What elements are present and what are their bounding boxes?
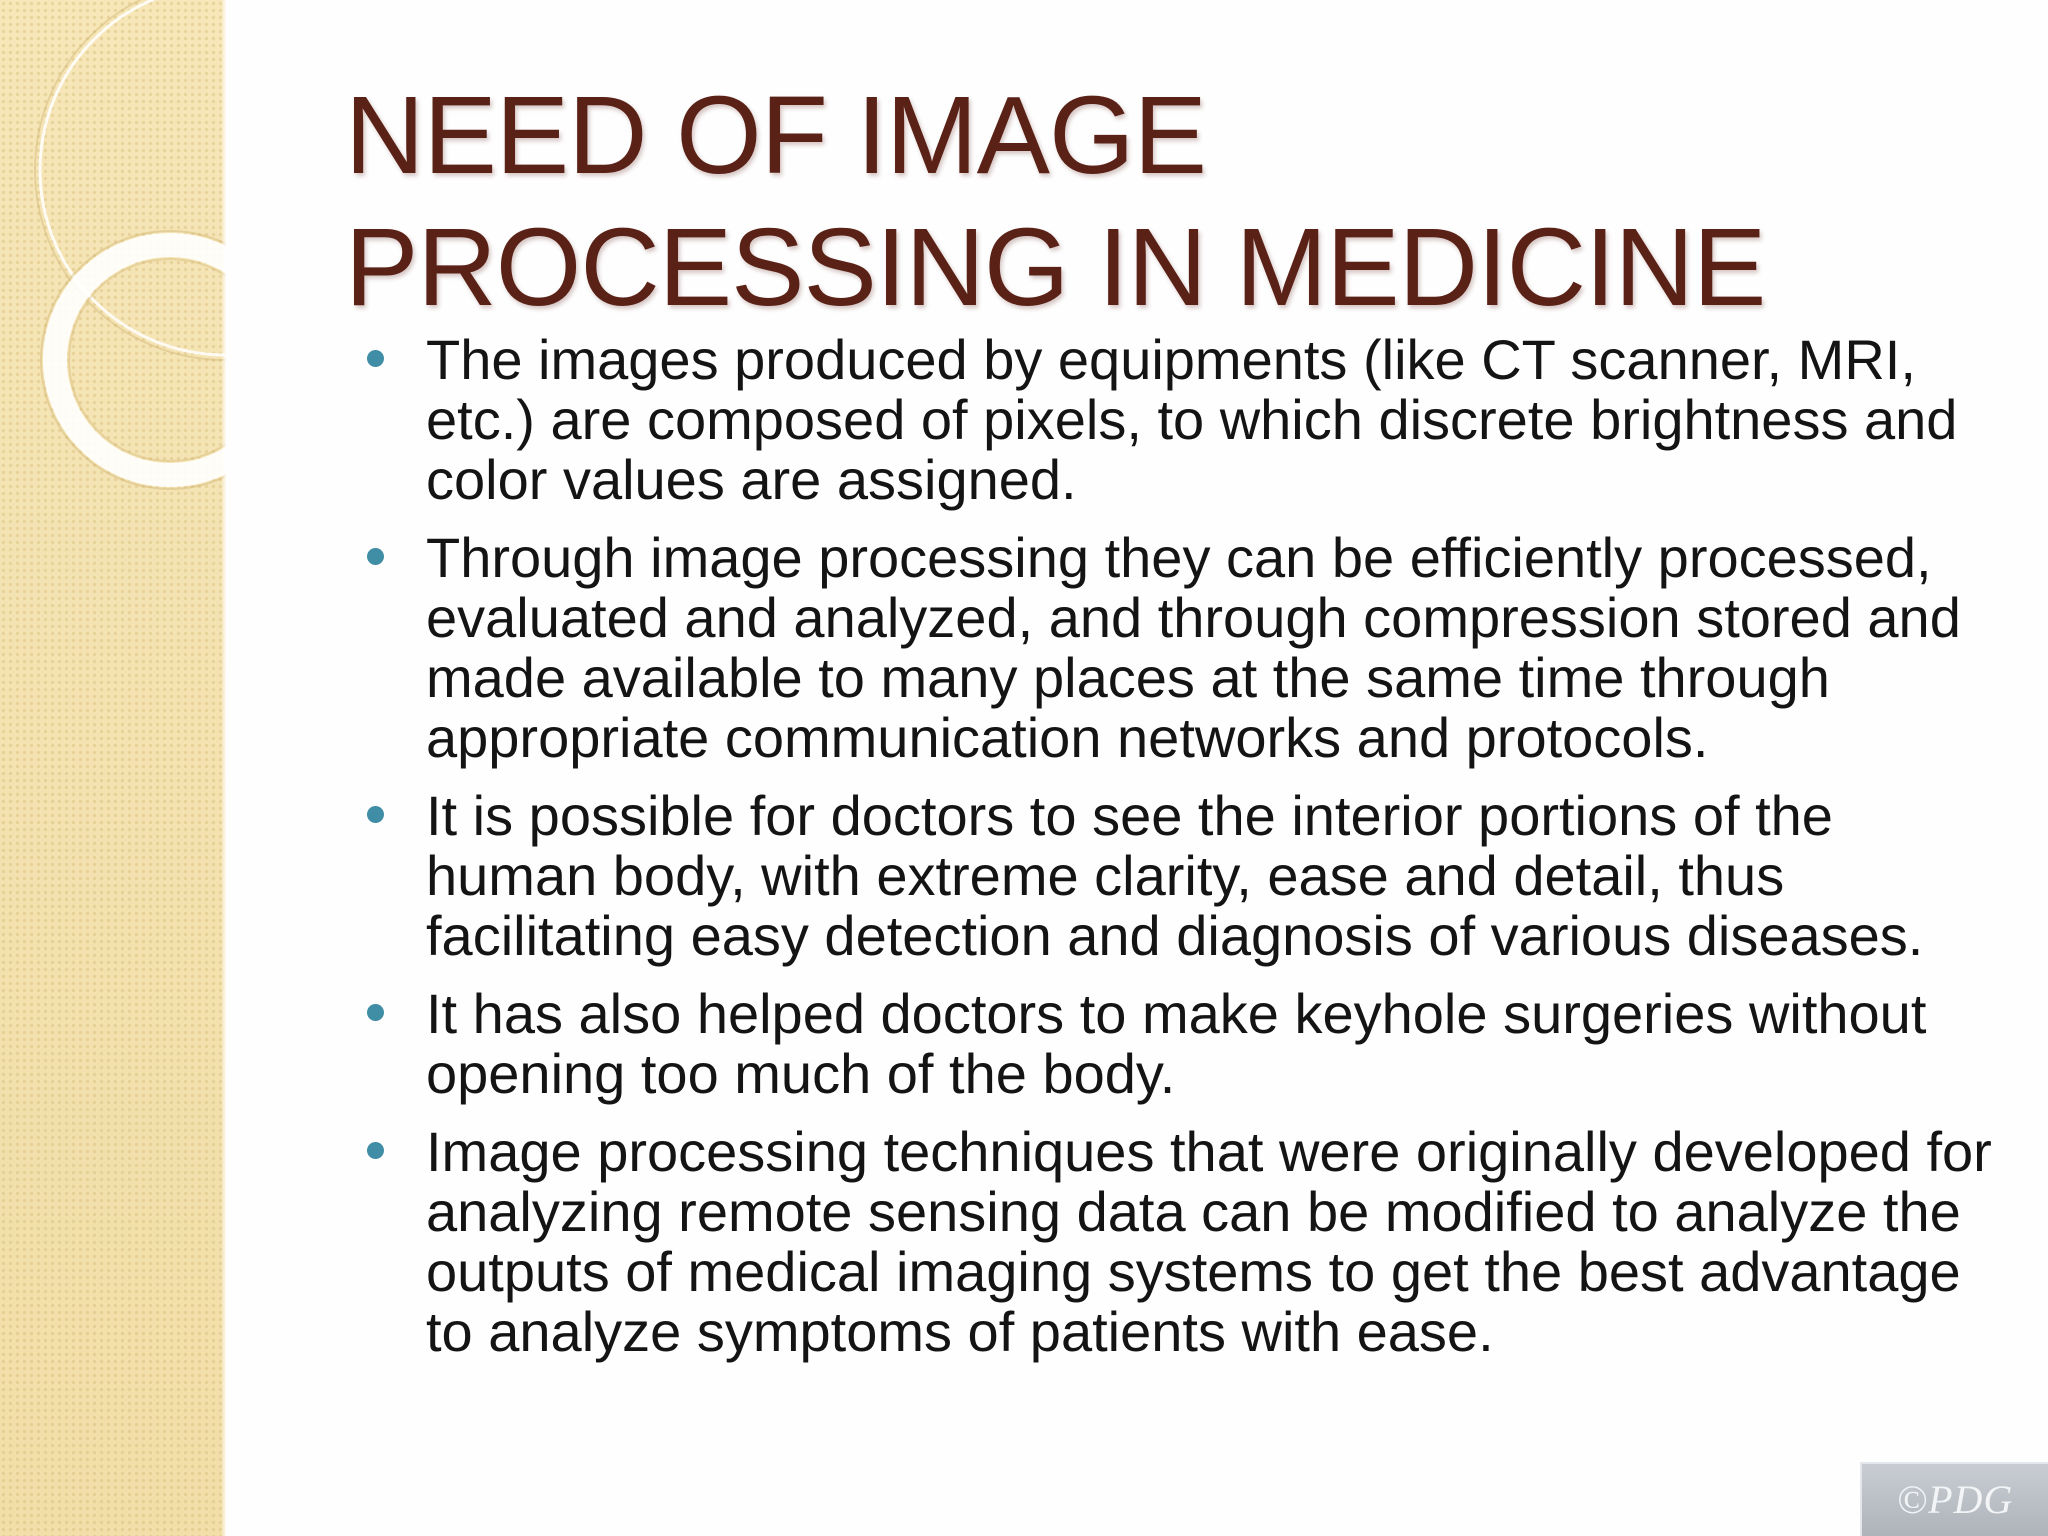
bullet-dot-icon bbox=[367, 350, 384, 367]
decorative-rings-icon bbox=[0, 0, 226, 520]
bullet-dot-icon bbox=[367, 1004, 384, 1021]
bullet-text: It is possible for doctors to see the interior portions of the human body, with extreme clarity, ease and detail, thus facilitating easy detection and diagnosis of various diseases. bbox=[426, 784, 1924, 967]
slide-title-line-1: NEED OF IMAGE bbox=[345, 74, 1206, 197]
bullet-dot-icon bbox=[367, 548, 384, 565]
bullet-item bbox=[360, 330, 2000, 510]
watermark: ©PDG bbox=[1860, 1462, 2048, 1536]
bullet-item bbox=[360, 528, 2000, 768]
bullet-text: The images produced by equipments (like CT scanner, MRI, etc.) are composed of pixels, to which discrete brightness and color values are assigned. bbox=[426, 328, 1958, 511]
decorative-side-strip bbox=[0, 0, 226, 1536]
bullet-list bbox=[360, 330, 2000, 1380]
bullet-item bbox=[360, 1122, 2000, 1362]
bullet-text: It has also helped doctors to make keyhole surgeries without opening too much of the body. bbox=[426, 982, 1927, 1105]
bullet-text: Image processing techniques that were originally developed for analyzing remote sensing data can be modified to analyze the outputs of medical imaging systems to get the best advantage to analyze symptoms of patients with ease. bbox=[426, 1120, 1992, 1363]
slide-title-line-2: PROCESSING IN MEDICINE bbox=[345, 206, 1766, 329]
bullet-dot-icon bbox=[367, 1142, 384, 1159]
slide-title bbox=[345, 70, 1945, 334]
bullet-dot-icon bbox=[367, 806, 384, 823]
bullet-item bbox=[360, 984, 2000, 1104]
bullet-text: Through image processing they can be efficiently processed, evaluated and analyzed, and through compression stored and made available to many places at the same time through appropriate communication networks and protocols. bbox=[426, 526, 1961, 769]
bullet-item bbox=[360, 786, 2000, 966]
